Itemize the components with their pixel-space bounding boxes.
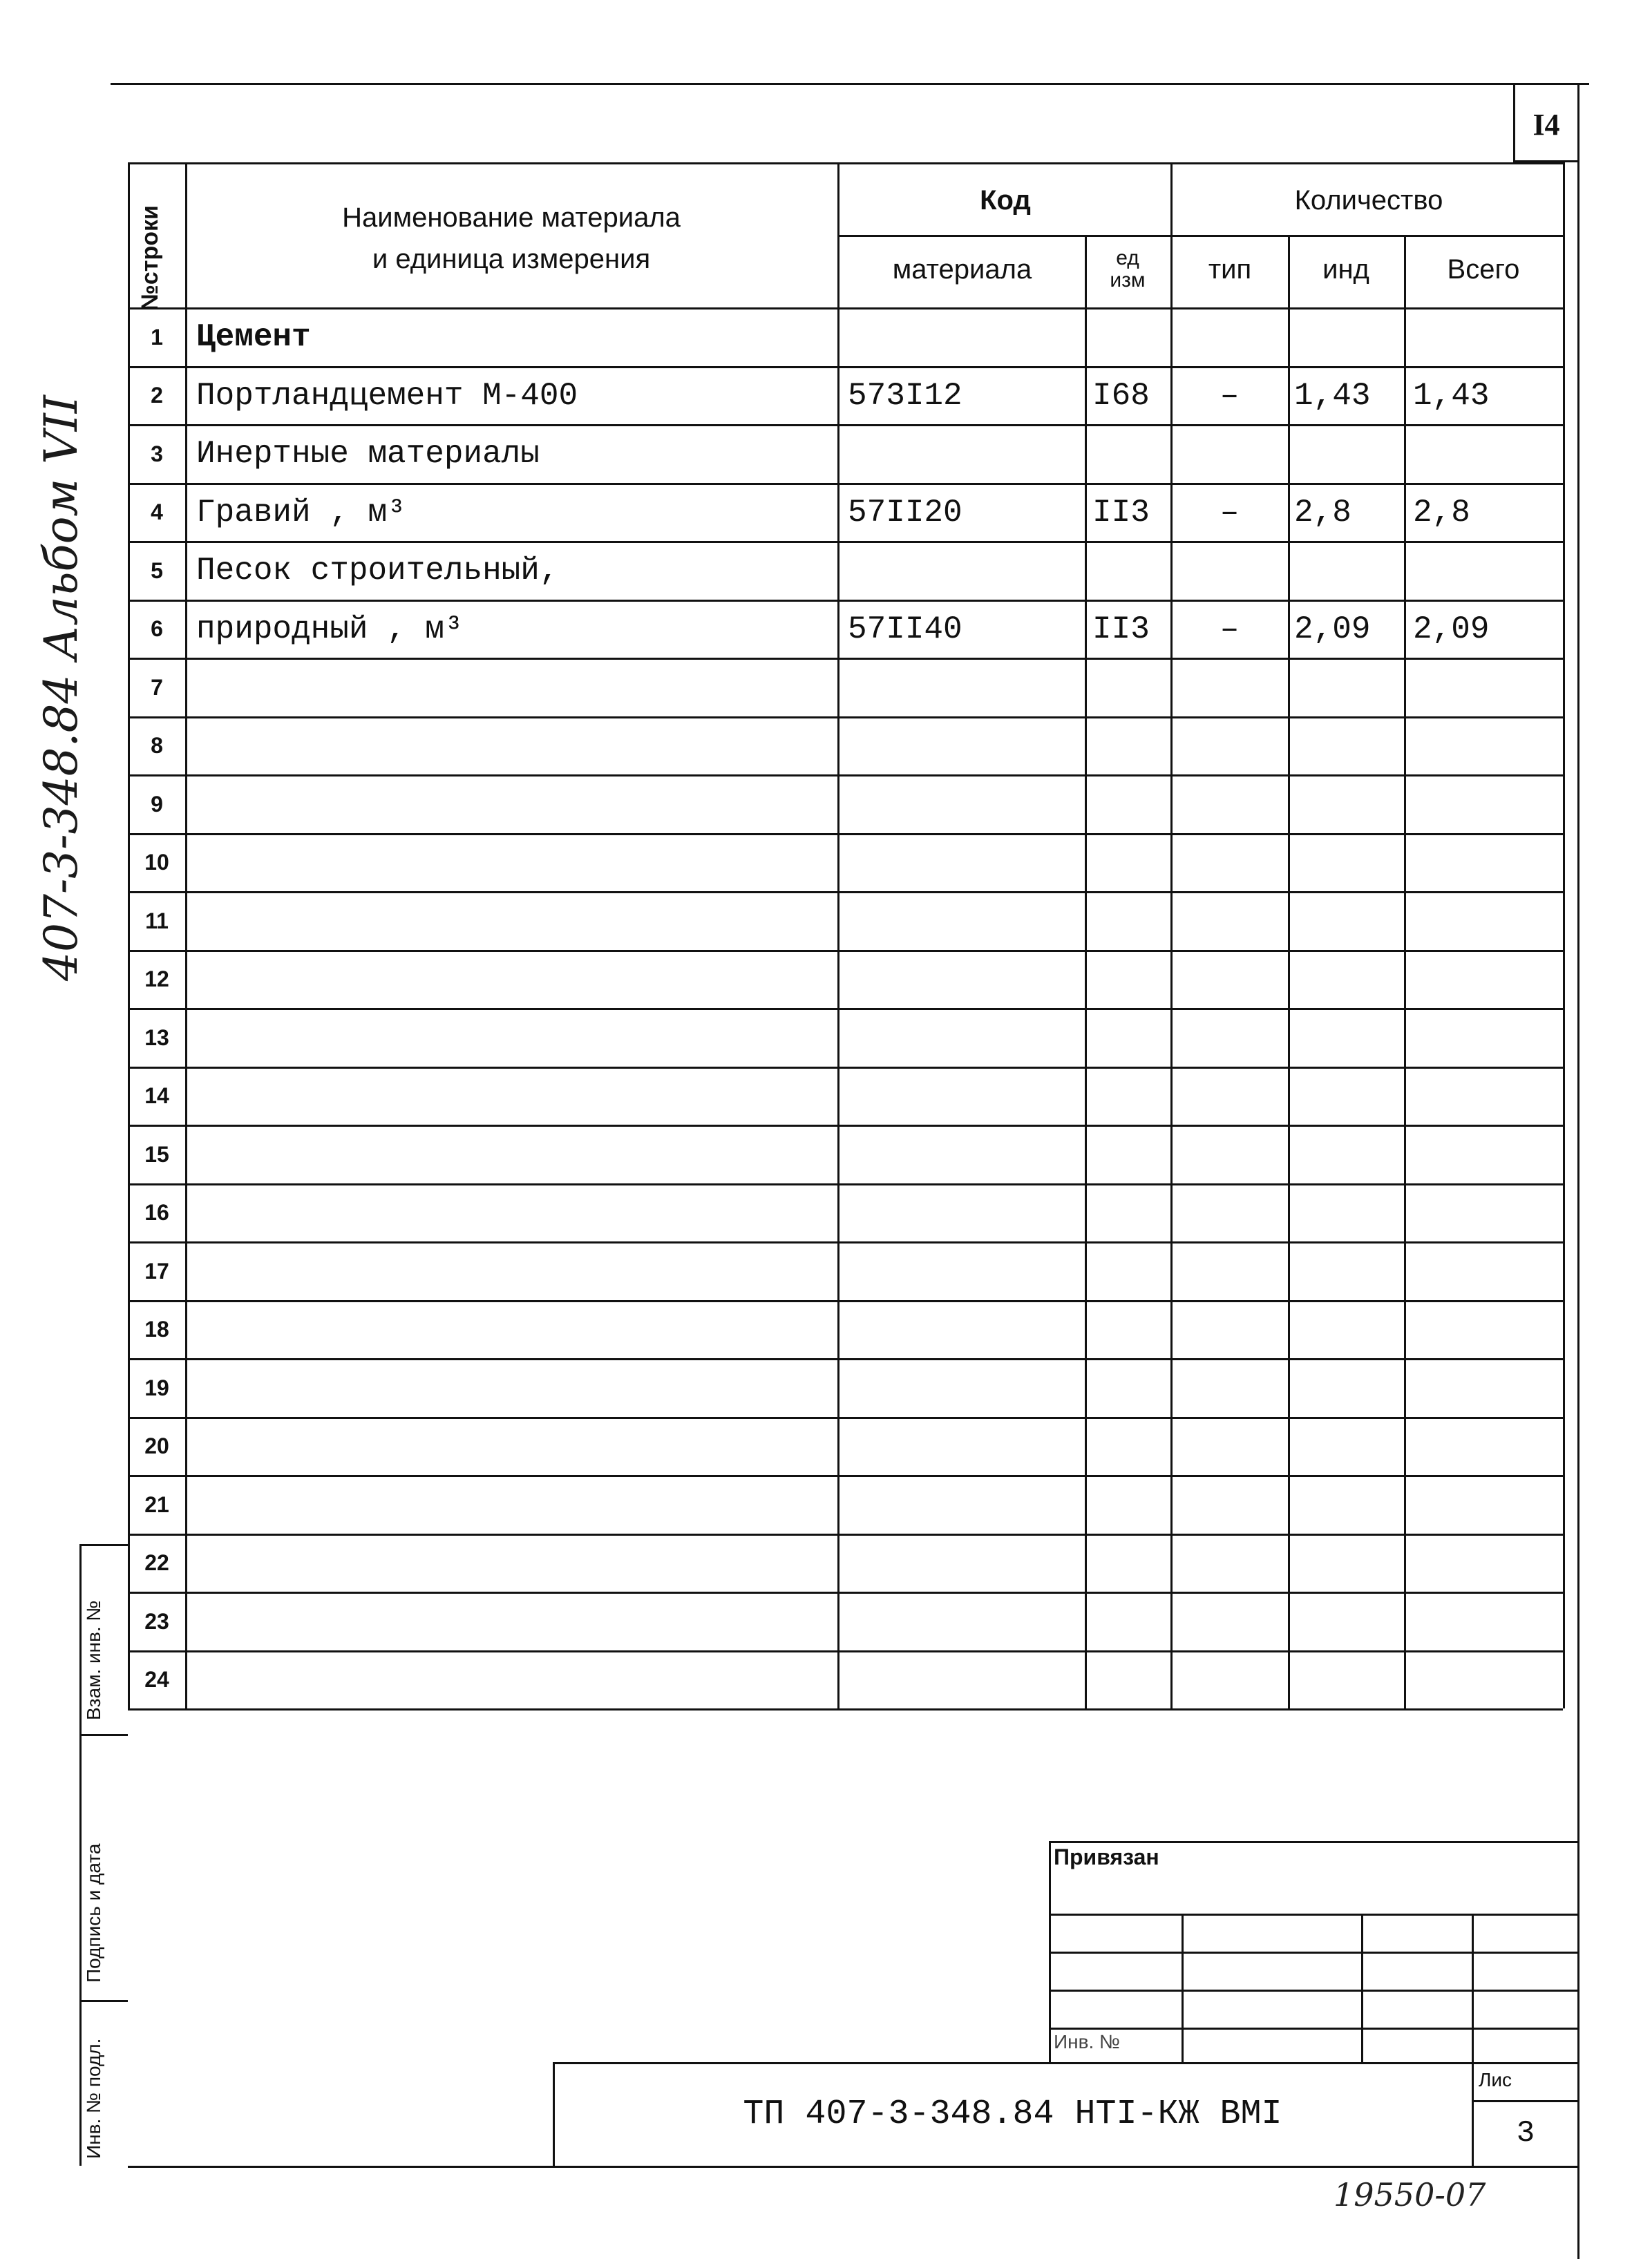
material-code — [839, 1069, 1083, 1124]
qty-type: – — [1220, 494, 1240, 531]
material-name — [188, 953, 836, 1007]
header-qty-ind: инд — [1322, 254, 1369, 285]
unit-code — [1087, 1420, 1168, 1474]
header-code-unit: ед изм — [1110, 247, 1146, 292]
table-row-line-12 — [128, 1008, 1563, 1010]
material-code — [839, 1536, 1083, 1591]
material-code — [839, 1186, 1083, 1241]
material-name: Портландцемент М-400 — [196, 377, 578, 414]
qty-total — [1406, 1069, 1562, 1124]
qty-type — [1173, 836, 1287, 890]
row-number: 17 — [144, 1258, 169, 1284]
unit-code — [1087, 660, 1168, 715]
row-number: 7 — [151, 674, 163, 700]
tb-line-1 — [1049, 1914, 1577, 1916]
unit-code — [1087, 1361, 1168, 1416]
row-number: 20 — [144, 1433, 169, 1459]
header-qty-type: тип — [1208, 254, 1252, 285]
material-code — [839, 1420, 1083, 1474]
qty-ind — [1290, 544, 1403, 598]
unit-code: II3 — [1092, 611, 1150, 647]
table-row-line-14 — [128, 1125, 1563, 1127]
table-row-line-4 — [128, 541, 1563, 543]
qty-ind — [1290, 1536, 1403, 1591]
table-row-line-3 — [128, 483, 1563, 485]
qty-total — [1406, 1653, 1562, 1708]
table-row-line-15 — [128, 1183, 1563, 1185]
margin-signature: Подпись и дата — [83, 1843, 104, 1983]
material-name — [188, 1420, 836, 1474]
table-col-line-7 — [1563, 162, 1565, 1708]
table-row-line-8 — [128, 774, 1563, 776]
material-name: Песок строительный, — [196, 553, 559, 589]
material-code: 57II40 — [848, 611, 962, 647]
table-row-line-13 — [128, 1067, 1563, 1069]
header-code: Код — [980, 184, 1031, 216]
table-row-line-9 — [128, 833, 1563, 835]
title-block-top — [1049, 1841, 1577, 1843]
qty-total: 2,09 — [1413, 611, 1490, 647]
row-number: 21 — [144, 1492, 169, 1517]
row-number: 6 — [151, 616, 163, 642]
table-row-line-22 — [128, 1592, 1563, 1594]
row-number: 18 — [144, 1317, 169, 1342]
qty-type — [1173, 953, 1287, 1007]
material-code — [839, 1361, 1083, 1416]
material-code — [839, 427, 1083, 482]
qty-total — [1406, 1594, 1562, 1649]
material-name — [188, 1186, 836, 1241]
qty-type — [1173, 894, 1287, 949]
qty-type — [1173, 719, 1287, 774]
qty-ind — [1290, 719, 1403, 774]
material-code — [839, 544, 1083, 598]
unit-code: I68 — [1092, 377, 1150, 414]
qty-total: 1,43 — [1413, 377, 1490, 414]
qty-ind — [1290, 1653, 1403, 1708]
unit-code — [1087, 1244, 1168, 1299]
qty-ind — [1290, 1303, 1403, 1357]
qty-ind — [1290, 1478, 1403, 1532]
qty-ind — [1290, 1361, 1403, 1416]
material-name — [188, 1069, 836, 1124]
qty-type — [1173, 1244, 1287, 1299]
qty-type — [1173, 1361, 1287, 1416]
table-row-line-17 — [128, 1300, 1563, 1302]
margin-sep-1 — [79, 1544, 128, 1546]
material-name — [188, 719, 836, 774]
qty-type — [1173, 1653, 1287, 1708]
material-name — [188, 1361, 836, 1416]
margin-sep-2 — [79, 1734, 128, 1736]
row-number: 8 — [151, 733, 163, 759]
unit-code — [1087, 544, 1168, 598]
table-row-line-2 — [128, 424, 1563, 426]
qty-type — [1173, 1303, 1287, 1357]
material-name — [188, 1127, 836, 1182]
material-code — [839, 1244, 1083, 1299]
document-code: ТП 407-3-348.84 НТI-КЖ ВМI — [743, 2094, 1282, 2134]
material-name — [188, 836, 836, 890]
material-code — [839, 1127, 1083, 1182]
unit-code — [1087, 836, 1168, 890]
page-number: I4 — [1533, 107, 1560, 142]
qty-total — [1406, 660, 1562, 715]
top-border — [111, 83, 1589, 85]
unit-code — [1087, 1186, 1168, 1241]
unit-code — [1087, 427, 1168, 482]
material-code: 573I12 — [848, 377, 962, 414]
qty-total — [1406, 836, 1562, 890]
qty-ind — [1290, 1244, 1403, 1299]
row-number: 14 — [144, 1083, 169, 1109]
material-code: 57II20 — [848, 494, 962, 531]
material-code — [839, 836, 1083, 890]
qty-type — [1173, 1536, 1287, 1591]
qty-type — [1173, 310, 1287, 365]
margin-zam-inv: Взам. инв. № — [83, 1600, 104, 1720]
material-name — [188, 1244, 836, 1299]
qty-type — [1173, 660, 1287, 715]
row-number: 2 — [151, 383, 163, 408]
margin-column-left-line — [79, 1544, 82, 2166]
tb-col-1 — [1182, 1914, 1184, 2062]
qty-type — [1173, 1186, 1287, 1241]
material-name — [188, 660, 836, 715]
material-code — [839, 1653, 1083, 1708]
qty-total: 2,8 — [1413, 494, 1470, 531]
qty-type — [1173, 1127, 1287, 1182]
material-name: Гравий , м³ — [196, 494, 406, 531]
qty-ind — [1290, 953, 1403, 1007]
qty-type — [1173, 1478, 1287, 1532]
side-handwritten-note: 407-3-348.84 Альбом VII — [35, 395, 88, 981]
table-row-line-24 — [128, 1708, 1563, 1710]
qty-total — [1406, 1478, 1562, 1532]
table-row-line-19 — [128, 1417, 1563, 1419]
qty-ind — [1290, 1420, 1403, 1474]
row-number: 23 — [144, 1608, 169, 1634]
qty-total — [1406, 1127, 1562, 1182]
header-bottom-line — [128, 307, 1563, 309]
unit-code — [1087, 1069, 1168, 1124]
qty-ind — [1290, 1594, 1403, 1649]
unit-code — [1087, 1303, 1168, 1357]
qty-total — [1406, 777, 1562, 832]
material-code — [839, 1011, 1083, 1065]
material-code — [839, 1594, 1083, 1649]
qty-type: – — [1220, 611, 1240, 647]
unit-code — [1087, 953, 1168, 1007]
unit-code — [1087, 310, 1168, 365]
qty-ind — [1290, 660, 1403, 715]
row-number: 11 — [145, 908, 169, 933]
row-number: 1 — [151, 324, 163, 350]
row-number: 13 — [144, 1025, 169, 1050]
qty-total — [1406, 1011, 1562, 1065]
header-code-material: материала — [892, 254, 1032, 285]
tb-col-3 — [1472, 1914, 1474, 2062]
unit-code — [1087, 1478, 1168, 1532]
unit-code — [1087, 1536, 1168, 1591]
qty-total — [1406, 544, 1562, 598]
material-name — [188, 894, 836, 949]
qty-total — [1406, 1361, 1562, 1416]
material-name — [188, 1594, 836, 1649]
table-row-line-6 — [128, 658, 1563, 660]
qty-type — [1173, 1011, 1287, 1065]
privyazan-label: Привязан — [1054, 1845, 1165, 1870]
tb-col-2 — [1361, 1914, 1363, 2062]
qty-ind — [1290, 1127, 1403, 1182]
qty-ind — [1290, 836, 1403, 890]
qty-type — [1173, 1594, 1287, 1649]
qty-ind — [1290, 1186, 1403, 1241]
right-border — [1577, 83, 1579, 2259]
material-name: Инертные материалы — [196, 436, 540, 473]
table-row-line-18 — [128, 1358, 1563, 1360]
material-code — [839, 719, 1083, 774]
header-name-line2: и единица измерения — [372, 243, 651, 274]
material-name — [188, 1011, 836, 1065]
table-row-line-11 — [128, 950, 1563, 952]
qty-type — [1173, 427, 1287, 482]
row-number: 22 — [144, 1550, 169, 1576]
header-name-line1: Наименование материала — [342, 202, 681, 233]
material-name — [188, 1303, 836, 1357]
tb-line-2 — [1049, 1952, 1577, 1954]
unit-code — [1087, 1127, 1168, 1182]
qty-ind — [1290, 427, 1403, 482]
row-number: 4 — [151, 499, 163, 525]
unit-code — [1087, 1594, 1168, 1649]
qty-total — [1406, 894, 1562, 949]
qty-total — [1406, 1420, 1562, 1474]
margin-sep-3 — [79, 2000, 128, 2002]
material-name: природный , м³ — [196, 611, 464, 647]
material-name — [188, 1536, 836, 1591]
qty-total — [1406, 427, 1562, 482]
material-code — [839, 660, 1083, 715]
row-number: 5 — [151, 558, 163, 583]
row-number: 24 — [144, 1667, 169, 1693]
footer-handwritten-number: 19550-07 — [1334, 2176, 1486, 2213]
row-number: 19 — [144, 1375, 169, 1400]
material-name — [188, 777, 836, 832]
sheet-bottom-border — [128, 2166, 1577, 2168]
qty-total — [1406, 953, 1562, 1007]
row-number: 15 — [144, 1141, 169, 1167]
material-code — [839, 310, 1083, 365]
material-name — [188, 1478, 836, 1532]
unit-code — [1087, 894, 1168, 949]
table-row-line-7 — [128, 716, 1563, 718]
row-number: 10 — [144, 850, 169, 875]
header-row-number: №строки — [137, 205, 163, 311]
table-row-line-21 — [128, 1534, 1563, 1536]
qty-ind — [1290, 1011, 1403, 1065]
material-code — [839, 777, 1083, 832]
sheet-label-sep — [1472, 2100, 1577, 2102]
unit-code — [1087, 719, 1168, 774]
material-code — [839, 1303, 1083, 1357]
qty-type — [1173, 1420, 1287, 1474]
qty-type — [1173, 1069, 1287, 1124]
unit-code — [1087, 1011, 1168, 1065]
qty-total — [1406, 1536, 1562, 1591]
qty-total — [1406, 1303, 1562, 1357]
material-code — [839, 953, 1083, 1007]
qty-total — [1406, 1244, 1562, 1299]
sheet-label: Лис — [1479, 2069, 1512, 2090]
qty-ind: 1,43 — [1294, 377, 1371, 414]
unit-code — [1087, 1653, 1168, 1708]
material-code — [839, 894, 1083, 949]
doc-box-top — [553, 2062, 1577, 2064]
table-row-line-16 — [128, 1241, 1563, 1243]
table-row-line-5 — [128, 600, 1563, 602]
row-number: 3 — [151, 441, 163, 466]
row-number: 12 — [144, 966, 169, 992]
row-number: 16 — [144, 1200, 169, 1226]
material-name — [188, 1653, 836, 1708]
qty-type — [1173, 544, 1287, 598]
row-number: 9 — [151, 791, 163, 817]
tb-line-4 — [1049, 2028, 1577, 2030]
qty-ind — [1290, 777, 1403, 832]
qty-type — [1173, 777, 1287, 832]
qty-type: – — [1220, 377, 1240, 414]
table-row-line-20 — [128, 1475, 1563, 1477]
header-quantity: Количество — [1294, 184, 1443, 216]
qty-ind: 2,09 — [1294, 611, 1371, 647]
sheet-number: 3 — [1516, 2115, 1535, 2151]
inv-no-label: Инв. № — [1054, 2031, 1121, 2052]
qty-ind — [1290, 1069, 1403, 1124]
qty-total — [1406, 310, 1562, 365]
material-name: Цемент — [196, 319, 311, 356]
qty-ind — [1290, 310, 1403, 365]
unit-code — [1087, 777, 1168, 832]
qty-total — [1406, 1186, 1562, 1241]
table-top-line — [128, 162, 1563, 164]
tb-line-3 — [1049, 1990, 1577, 1992]
unit-code: II3 — [1092, 494, 1150, 531]
qty-ind: 2,8 — [1294, 494, 1351, 531]
qty-total — [1406, 719, 1562, 774]
header-qty-total: Всего — [1447, 254, 1520, 285]
material-code — [839, 1478, 1083, 1532]
table-row-line-23 — [128, 1650, 1563, 1652]
margin-inv-orig: Инв. № подл. — [83, 2038, 104, 2159]
table-row-line-1 — [128, 366, 1563, 368]
table-row-line-10 — [128, 891, 1563, 893]
qty-ind — [1290, 894, 1403, 949]
